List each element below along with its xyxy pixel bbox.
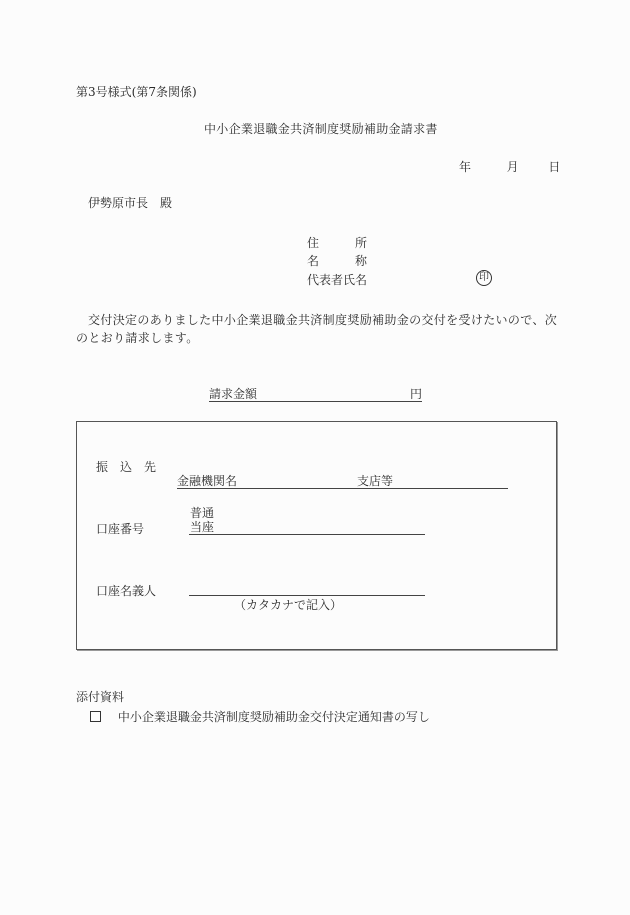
name-label: 名 称 [307, 254, 368, 268]
date-year-label: 年 [459, 160, 472, 174]
account-number-label: 口座番号 [96, 522, 145, 536]
claim-amount-label: 請求金額 [209, 387, 258, 401]
form-number: 第3号様式(第7条関係) [76, 85, 197, 99]
account-holder-label: 口座名義人 [96, 584, 157, 598]
currency-unit: 円 [409, 387, 422, 401]
claim-amount-line [209, 387, 422, 402]
attachment-item [90, 710, 430, 724]
address-label: 住 所 [307, 236, 368, 250]
branch-label: 支店等 [357, 474, 394, 488]
account-type-ordinary[interactable]: 普通 [190, 506, 215, 520]
date-day-label: 日 [548, 160, 561, 174]
branch-field[interactable] [399, 474, 507, 488]
representative-field[interactable] [380, 273, 470, 287]
seal-icon: 印 [476, 270, 492, 286]
transfer-to-label: 振 込 先 [96, 460, 157, 474]
name-field[interactable] [380, 254, 550, 268]
account-holder-field[interactable] [189, 581, 425, 596]
addressee: 伊勢原市長 殿 [88, 196, 173, 210]
bank-transfer-box [76, 421, 557, 650]
attachments-heading: 添付資料 [76, 690, 125, 704]
account-type-current[interactable]: 当座 [190, 520, 215, 534]
address-field[interactable] [380, 236, 550, 250]
attachment-label: 中小企業退職金共済制度奨励補助金交付決定通知書の写し [117, 710, 430, 724]
representative-label: 代表者氏名 [307, 273, 368, 287]
institution-field[interactable] [239, 474, 349, 488]
account-number-line [189, 520, 425, 535]
bank-institution-line [177, 474, 508, 489]
claim-amount-field[interactable] [261, 387, 401, 401]
account-holder-note: （カタカナで記入） [234, 598, 343, 612]
date-line [459, 160, 560, 174]
date-month-label: 月 [506, 160, 519, 174]
attachment-checkbox[interactable] [90, 711, 101, 722]
institution-label: 金融機関名 [177, 474, 238, 488]
request-paragraph: 交付決定のありました中小企業退職金共済制度奨励補助金の交付を受けたいので、次のとおり請求します。 [76, 313, 558, 345]
account-number-field[interactable] [225, 520, 423, 534]
document-title: 中小企業退職金共済制度奨励補助金請求書 [204, 122, 438, 136]
